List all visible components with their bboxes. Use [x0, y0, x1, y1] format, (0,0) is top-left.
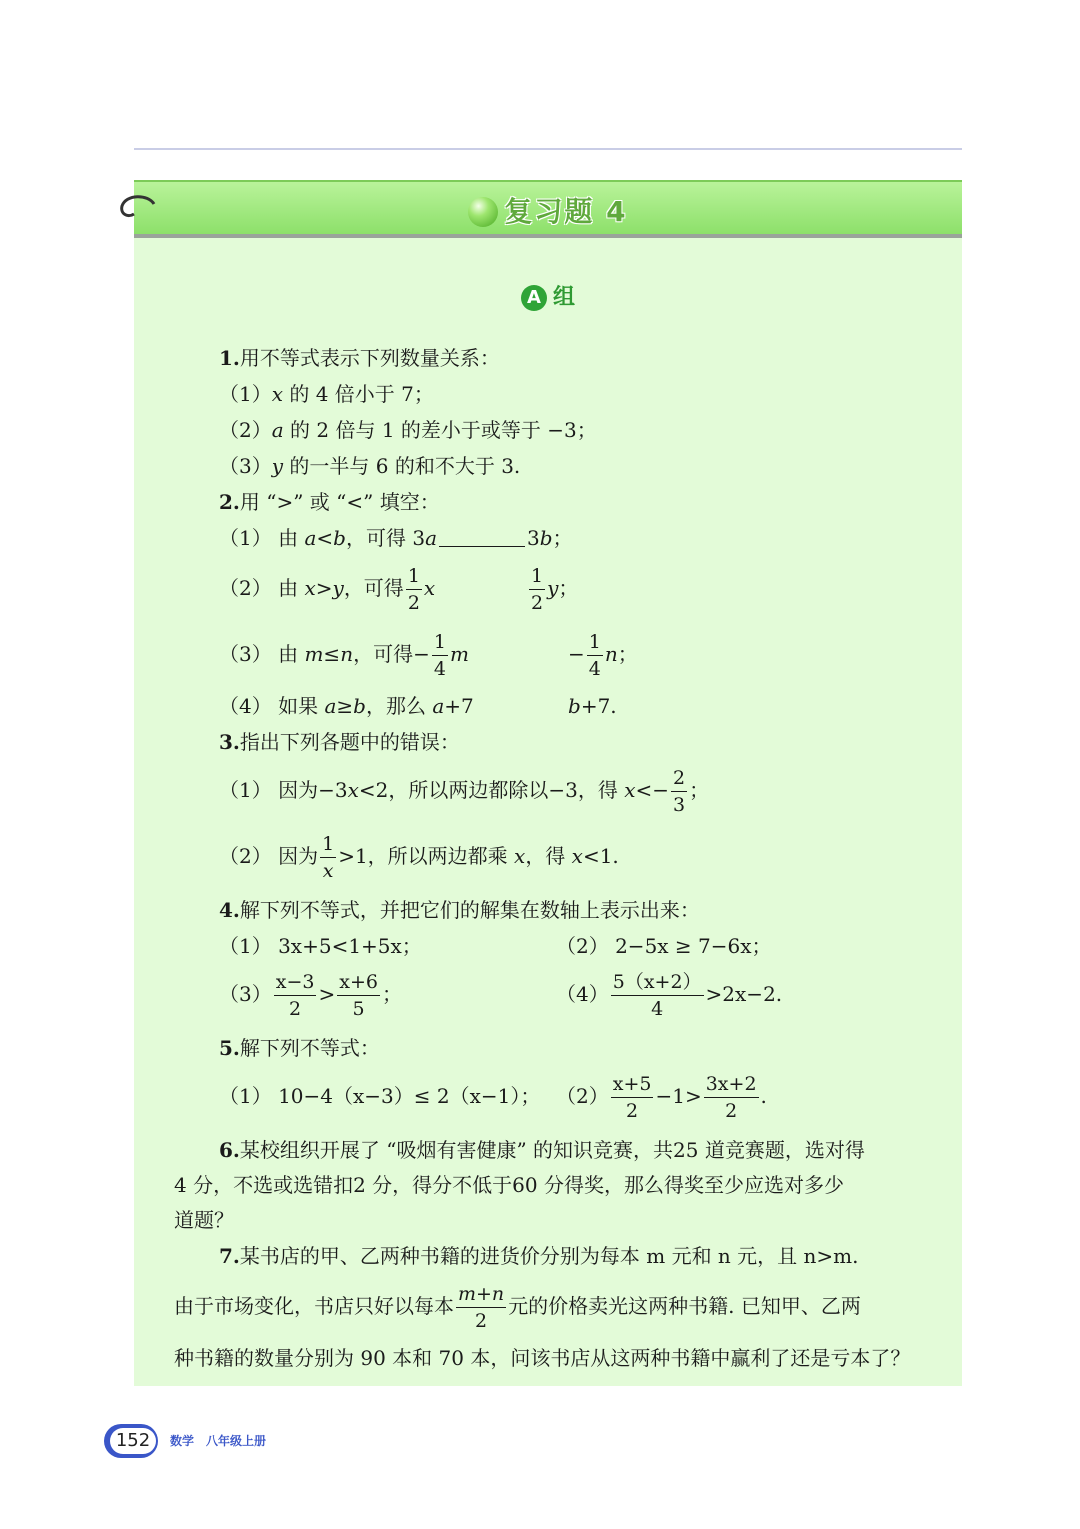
q2-part3: （3） 由 m≤n，可得− $\frac{1}{4}$ m: [219, 631, 469, 680]
orb-icon: [468, 197, 498, 227]
fraction: $\frac{1}{4}$: [588, 631, 601, 680]
q7-line2: 由于市场变化，书店只好以每本 $\frac{m+n}{2}$ 元的价格卖光这两种书籍. 已知甲、乙两: [174, 1283, 861, 1332]
q5-part2: （2） $\frac{x+5}{2}$ −1> $\frac{3x+2}{2}$ .: [556, 1073, 767, 1122]
q3-stem: 3.指出下列各题中的错误：: [219, 730, 460, 754]
fraction: $\frac{m+n}{2}$: [458, 1283, 505, 1332]
q4-part4: （4） $\frac{5(x+2)}{4}$ >2x−2.: [556, 971, 783, 1020]
q7-line1: 7.某书店的甲、乙两种书籍的进货价分别为每本 m 元和 n 元，且 n>m.: [219, 1244, 859, 1268]
q4-stem: 4.解下列不等式，并把它们的解集在数轴上表示出来：: [219, 898, 700, 922]
q1-part1: （1）x 的 4 倍小于 7；: [219, 382, 434, 406]
q2-part4-rhs: b+7.: [568, 694, 617, 718]
book-title: 数学 八年级上册: [170, 1434, 267, 1448]
fraction: $\frac{x+5}{2}$: [612, 1073, 652, 1122]
q4-part3: （3） $\frac{x-3}{2}$ > $\frac{x+6}{5}$ ；: [219, 971, 402, 1020]
q6-line3: 道题？: [174, 1208, 234, 1232]
q6-line1: 6.某校组织开展了 “吸烟有害健康” 的知识竞赛，共25 道竞赛题，选对得: [219, 1138, 865, 1162]
q2-part2-rhs: $\frac{1}{2}$ y；: [531, 565, 579, 614]
top-rule: [134, 148, 962, 150]
fraction: $\frac{1}{2}$: [531, 565, 544, 614]
q3-part2: （2） 因为 $\frac{1}{x}$ >1，所以两边都乘 x，得 x<1.: [219, 833, 619, 882]
page-number: 152: [110, 1428, 156, 1454]
q6-line2: 4 分，不选或选错扣2 分，得分不低于60 分得奖，那么得奖至少应选对多少: [174, 1173, 844, 1197]
fraction: $\frac{1}{2}$: [407, 565, 420, 614]
group-heading: A 组: [134, 280, 962, 311]
fraction: $\frac{x-3}{2}$: [275, 971, 315, 1020]
q2-part4: （4） 如果 a≥b，那么 a+7: [219, 694, 474, 718]
title-bar: [134, 180, 962, 238]
fraction: $\frac{1}{x}$: [322, 833, 335, 882]
q7-line3: 种书籍的数量分别为 90 本和 70 本，问该书店从这两种书籍中赢利了还是亏本了？: [174, 1346, 911, 1370]
group-badge: A: [521, 285, 547, 311]
fraction: $\frac{2}{3}$: [672, 767, 686, 816]
q1-part2: （2）a 的 2 倍与 1 的差小于或等于 −3；: [219, 418, 597, 442]
q1-part3: （3）y 的一半与 6 的和不大于 3.: [219, 454, 521, 478]
q5-part1: （1） 10−4（x−3）≤ 2（x−1）；: [219, 1084, 541, 1108]
fraction: $\frac{1}{4}$: [433, 631, 446, 680]
q2-part2: （2） 由 x>y，可得 $\frac{1}{2}$ x: [219, 565, 436, 614]
q1-stem: 1.用不等式表示下列数量关系：: [219, 346, 500, 370]
page-title: 复习题 4: [134, 190, 962, 230]
q5-stem: 5.解下列不等式：: [219, 1036, 380, 1060]
q2-stem: 2.用 “>” 或 “<” 填空：: [219, 490, 440, 514]
q4-part1: （1） 3x+5<1+5x；: [219, 934, 422, 958]
fraction: $\frac{5(x+2)}{4}$: [612, 971, 702, 1020]
q2-part3-rhs: − $\frac{1}{4}$ n；: [568, 631, 638, 680]
q3-part1: （1） 因为−3x<2，所以两边都除以−3，得 x<− $\frac{2}{3}$ ；: [219, 767, 710, 816]
fraction: $\frac{3x+2}{2}$: [705, 1073, 757, 1122]
answer-blank[interactable]: [439, 546, 525, 547]
curl-icon: [118, 192, 158, 220]
q4-part2: （2） 2−5x ≥ 7−6x；: [556, 934, 772, 958]
fraction: $\frac{x+6}{5}$: [339, 971, 378, 1020]
q2-part1: （1） 由 a<b，可得 3a 3b；: [219, 526, 573, 550]
